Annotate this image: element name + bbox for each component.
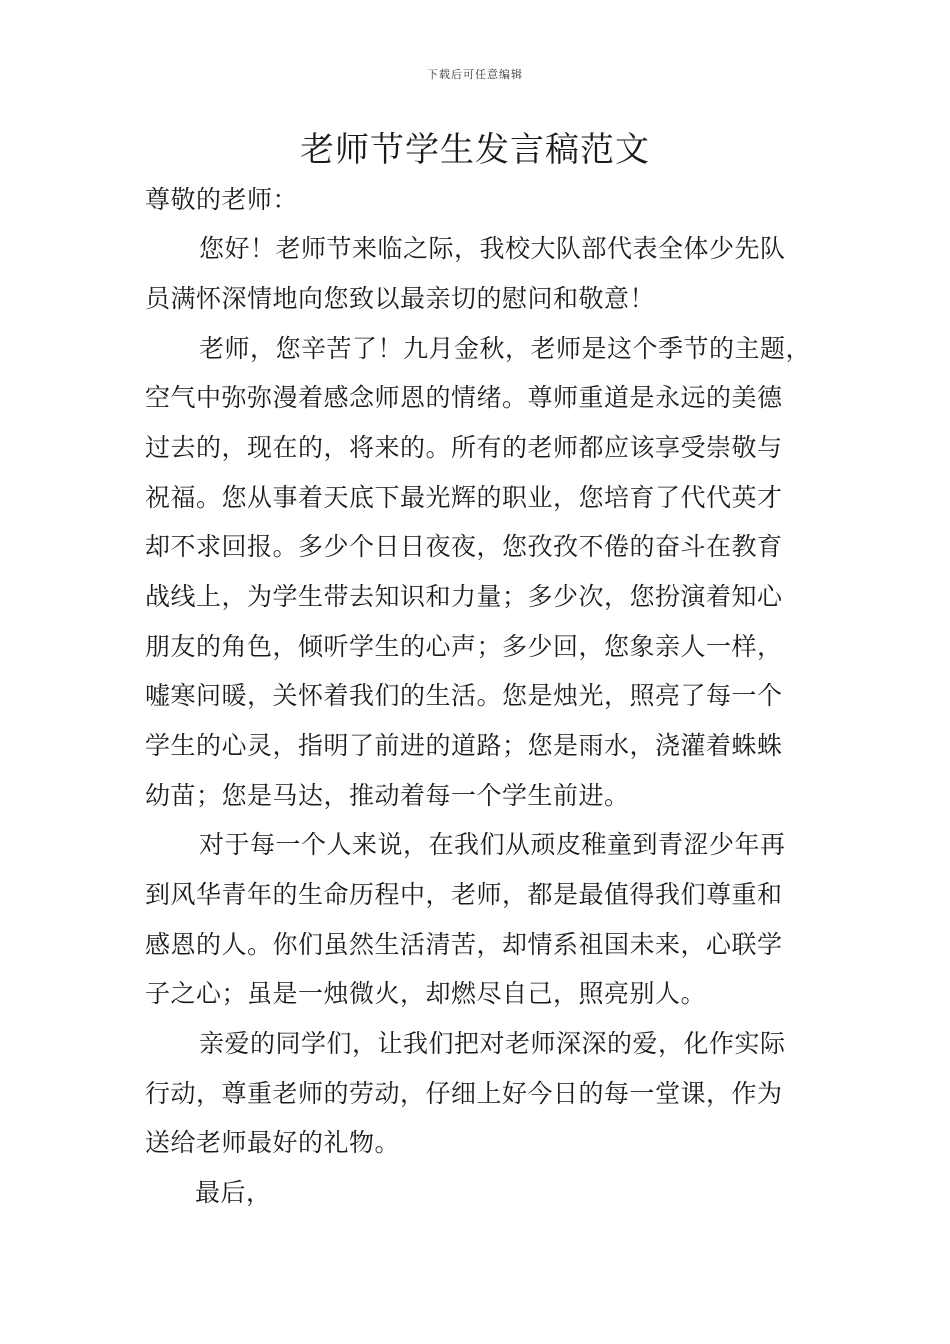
header-note: 下载后可任意编辑 — [427, 68, 523, 81]
paragraph-line: 朋友的角色，倾听学生的心声；多少回，您象亲人一样， — [145, 632, 783, 661]
paragraph-line: 祝福。您从事着天底下最光辉的职业，您培育了代代英才 — [145, 483, 783, 512]
paragraph-line: 老师，您辛苦了！九月金秋，老师是这个季节的主题， — [199, 334, 812, 363]
paragraph-line: 行动，尊重老师的劳动，仔细上好今日的每一堂课，作为 — [145, 1079, 783, 1108]
paragraph-line: 员满怀深情地向您致以最亲切的慰问和敬意！ — [145, 284, 656, 313]
salutation: 尊敬的老师： — [145, 185, 299, 214]
paragraph-line: 子之心；虽是一烛微火，却燃尽自己，照亮别人。 — [145, 979, 707, 1008]
paragraph-line: 幼苗；您是马达，推动着每一个学生前进。 — [145, 781, 630, 810]
document-title: 老师节学生发言稿范文 — [300, 130, 650, 170]
paragraph-line: 嘘寒问暖，关怀着我们的生活。您是烛光，照亮了每一个 — [145, 681, 783, 710]
paragraph-line: 却不求回报。多少个日日夜夜，您孜孜不倦的奋斗在教育 — [145, 532, 783, 561]
paragraph-line: 对于每一个人来说，在我们从顽皮稚童到青涩少年再 — [199, 830, 786, 859]
paragraph-line: 您好！老师节来临之际，我校大队部代表全体少先队 — [199, 234, 786, 263]
closing-line: 最后， — [195, 1178, 272, 1207]
paragraph-line: 感恩的人。你们虽然生活清苦，却情系祖国未来，心联学 — [145, 930, 783, 959]
paragraph-line: 送给老师最好的礼物。 — [145, 1128, 401, 1157]
paragraph-line: 过去的，现在的，将来的。所有的老师都应该享受崇敬与 — [145, 433, 783, 462]
paragraph-line: 战线上，为学生带去知识和力量；多少次，您扮演着知心 — [145, 582, 783, 611]
paragraph-line: 学生的心灵，指明了前进的道路；您是雨水，浇灌着蛛蛛 — [145, 731, 783, 760]
paragraph-line: 到风华青年的生命历程中，老师，都是最值得我们尊重和 — [145, 880, 783, 909]
paragraph-line: 亲爱的同学们，让我们把对老师深深的爱，化作实际 — [199, 1029, 786, 1058]
paragraph-line: 空气中弥弥漫着感念师恩的情绪。尊师重道是永远的美德 — [145, 383, 783, 412]
